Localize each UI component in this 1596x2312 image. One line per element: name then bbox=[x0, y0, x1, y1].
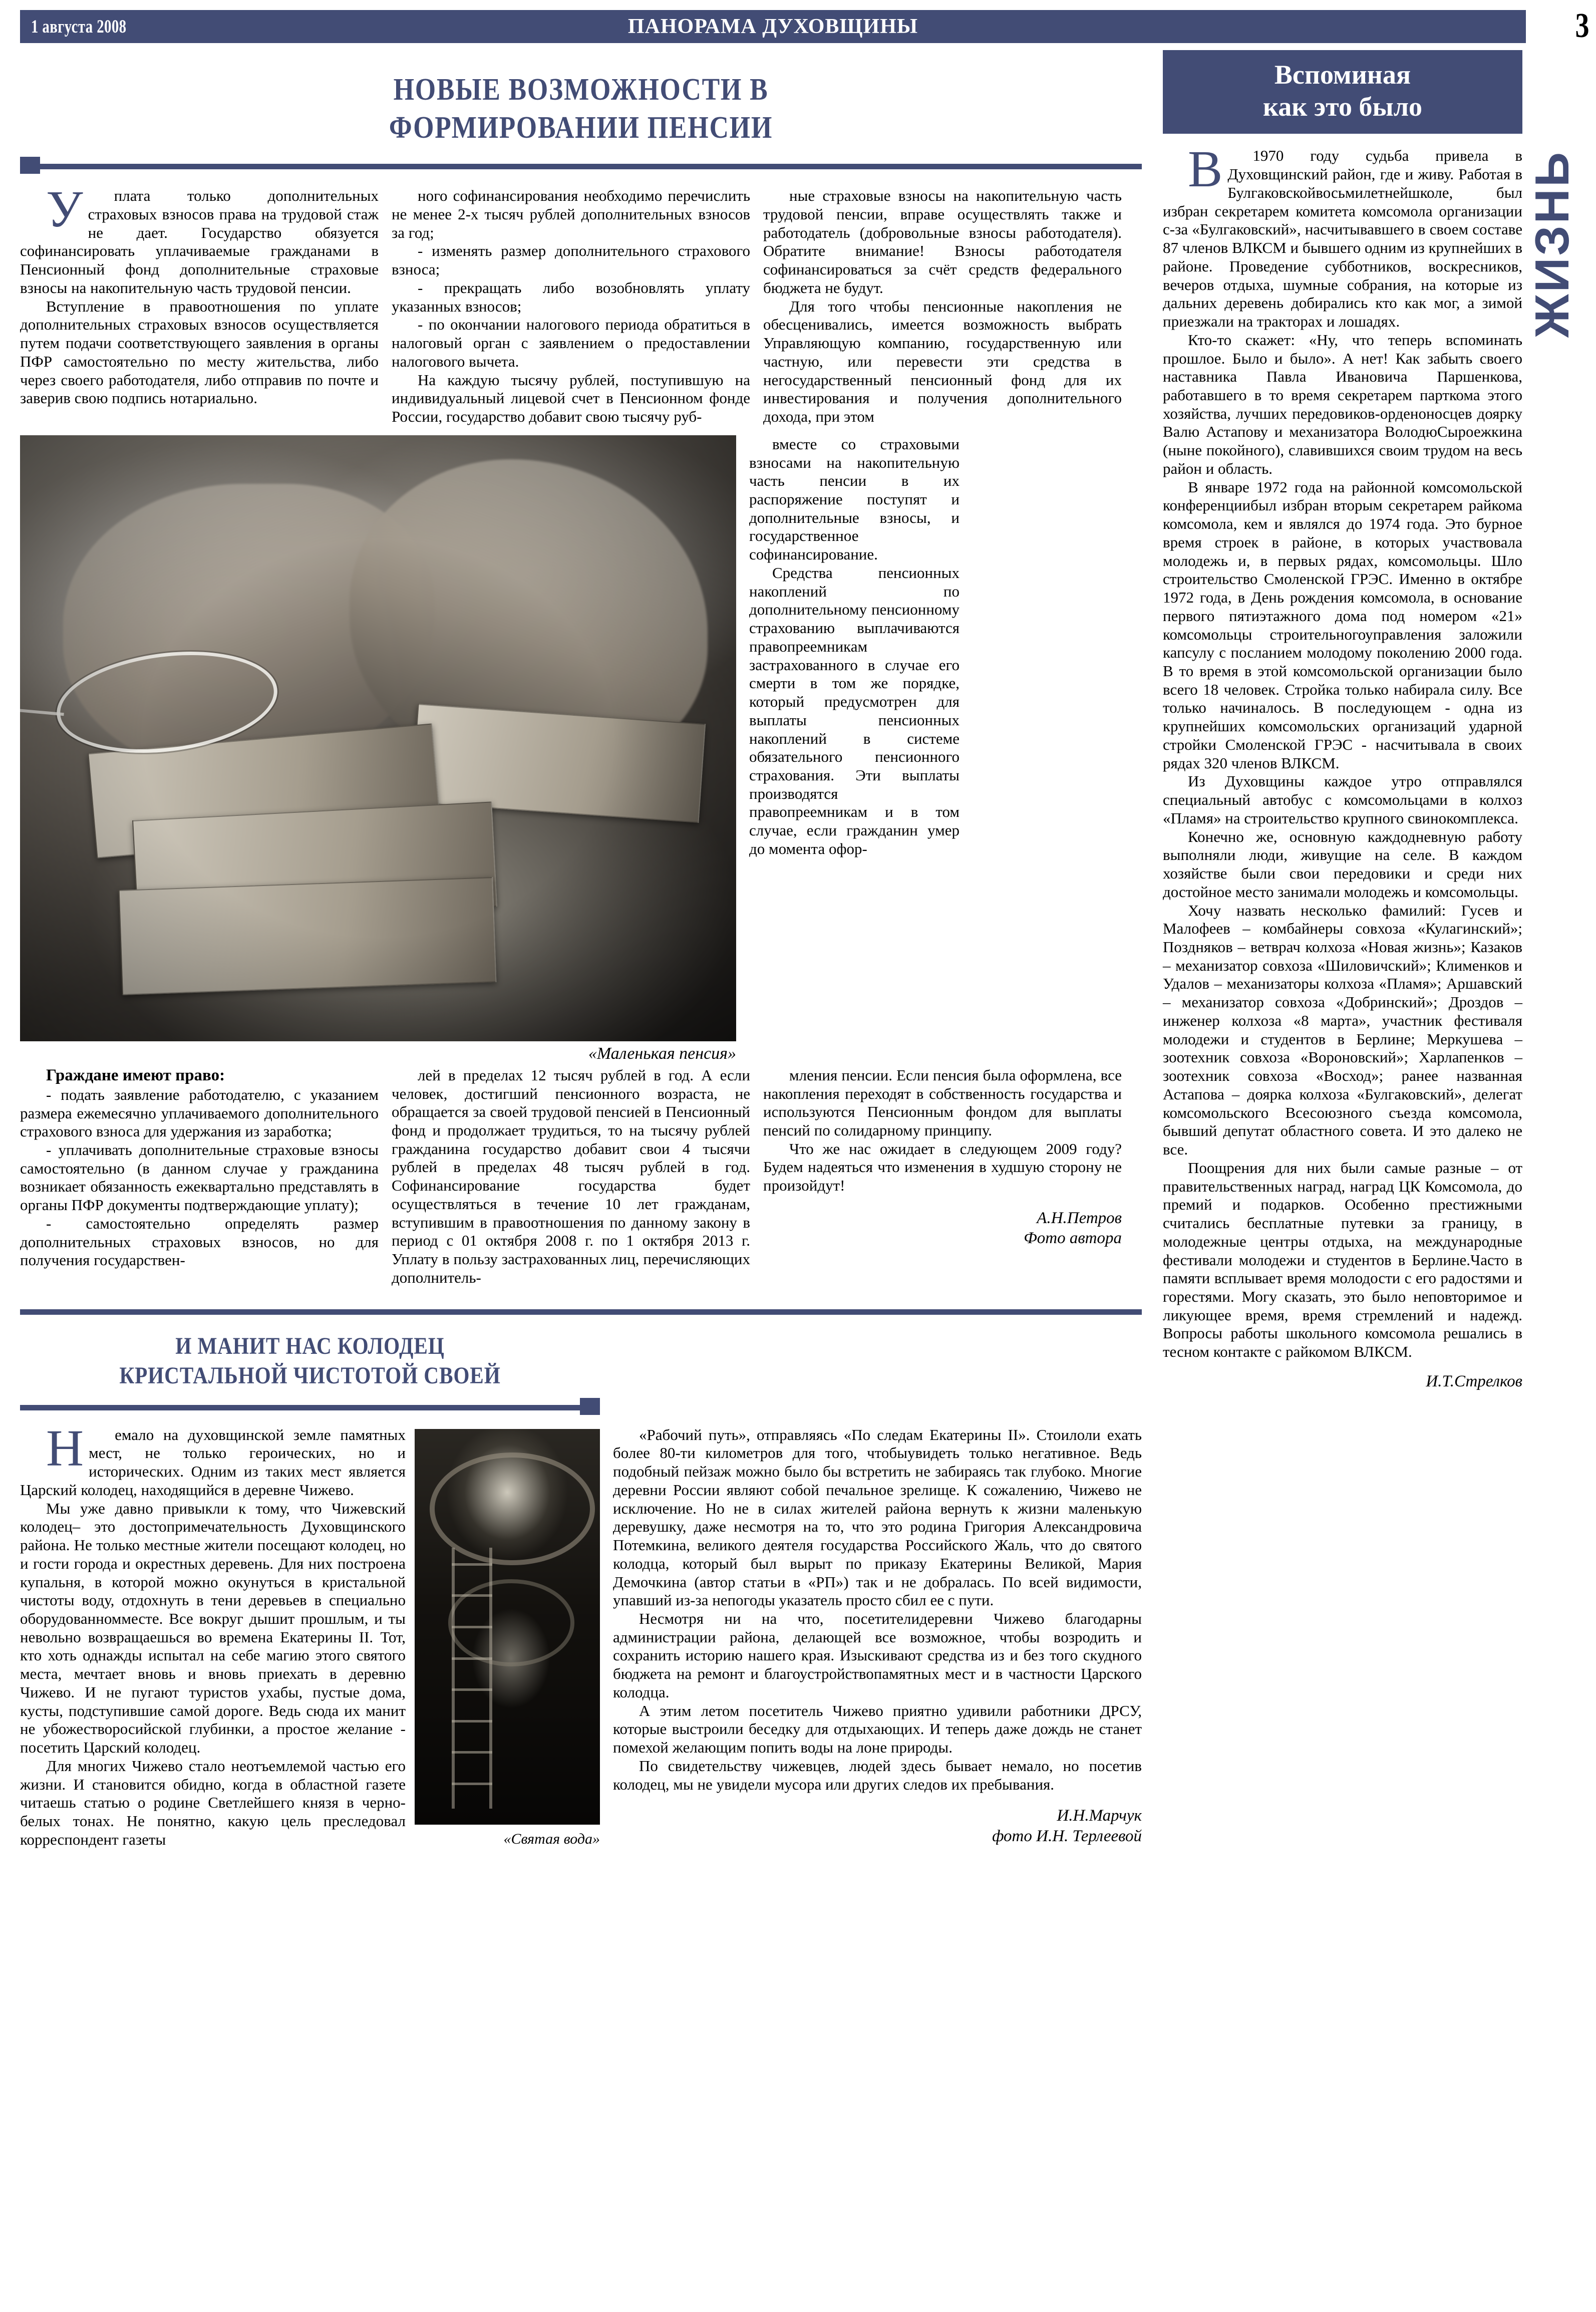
divider-bar bbox=[20, 1309, 1142, 1315]
pension-photo-caption: «Маленькая пенсия» bbox=[588, 1044, 736, 1063]
article2-col1 bbox=[20, 1419, 600, 1849]
dropcap-u: У bbox=[46, 180, 83, 238]
article1-bottom-col1-p3: - самостоятельно определять размер дополнительных страховых взносов, но для получения государствен- bbox=[20, 1214, 379, 1269]
main-content bbox=[20, 50, 1142, 1849]
article1-col2-p4: - по окончании налогового периода обратиться в налоговый орган с заявлением о предоставлении налогового вычета. bbox=[392, 316, 750, 370]
article1-bottom-col2-p1: лей в пределах 12 тысяч рублей в год. А если человек, достигший пенсионного возраста, не обращается за своей трудовой пенсией в Пенсионный фонд и продолжает трудиться, то на тысячу рублей гражданина государство добавит свои 4 тысячи рублей в пределах 48 тысяч рублей в год. Софинансирование государства будет осуществляться в течение 10 лет гражданам, вступившим в правоотношения по данному закону в период с 01 октября 2008 г. по 1 октября 2013 г. Уплату в пользу застрахованных лиц, перечисляющих дополнитель- bbox=[392, 1066, 750, 1286]
article2-head-row bbox=[20, 1331, 1142, 1415]
dropcap-n: Н bbox=[46, 1419, 84, 1477]
article1-bottom-col3 bbox=[763, 1066, 1122, 1287]
well-ladder bbox=[452, 1548, 492, 1809]
ladder-rail-right bbox=[489, 1548, 492, 1809]
sidebar-body bbox=[1163, 140, 1522, 1390]
masthead-date: 1 августа 2008 bbox=[31, 16, 127, 37]
article1-col1-p1 bbox=[20, 180, 379, 297]
page-number: 3 bbox=[1575, 7, 1589, 45]
citizens-rights-lead: Граждане имеют право: bbox=[46, 1066, 225, 1084]
vertical-section-label: ЖИЗНЬ bbox=[1525, 150, 1579, 338]
article1-headline-line1: НОВЫЕ ВОЗМОЖНОСТИ В bbox=[393, 73, 769, 107]
sidebar-p5: Конечно же, основную каждодневную работу выполняли люди, живущие на селе. В каждом хозяйстве были свои передовики и среди них достойное место занимали молодежь и комсомольцы. bbox=[1163, 827, 1522, 901]
article1-col2 bbox=[392, 187, 750, 426]
article2-rule bbox=[20, 1398, 600, 1415]
article2-col2-p1: «Рабочий путь», отправляясь «По следам Екатерины II». Стоилоли ехать более 80-ти километров для того, чтобыувидеть только негативное. Ведь подобный пейзаж можно было бы встретить не забираясь так глубоко. Многие деревни России являют собой печальное зрелище. К сожалению, Чижево не исключение. Но не в силах жителей района вернуть к жизни маленькую деревушку, даже несмотря на то, что это родина Григория Александровича Потемкина, великого деятеля государства Российского Жаль, что до святого колодца, который был вырыт по приказу Екатерины Великой, Мария Демочкина (автор статьи в «РП») так и не добралась. По всей видимости, упавший из-за непогоды указатель просто сбил ее с пути. bbox=[613, 1425, 1142, 1609]
article2-headline bbox=[61, 1331, 559, 1391]
headline-rule bbox=[20, 157, 1142, 174]
article1-col3 bbox=[763, 187, 1122, 426]
sidebar-p3: В январе 1972 года на районной комсомольской конференциибыл избран вторым секретарем райкома комсомола, кем и являлся до 1974 года. Это бурное время строек в районе, в которых участвовала молодежь и, в первых рядах, комсомольцы. Шло строительство Смоленской ГРЭС. Именно в октябре 1972 года, в День рождения комсомола, в основание первого пятиэтажного дома под номером «21» комсомольцы строительногоуправления заложили капсулу с посланием молодому поколению 2000 года. В то время в этой комсомольской организации было всего 18 человек. Стройка только набирала силу. Все только начиналось. В последующем - одна из крупнейших комсомольских организаций ударной стройки Смоленской ГРЭС - насчитывала в своих рядах 320 членов ВЛКСМ. bbox=[1163, 478, 1522, 772]
article1-author: А.Н.Петров bbox=[1037, 1209, 1122, 1227]
article1-bottom-columns bbox=[20, 1066, 1142, 1287]
article2-headline-line1: И МАНИТ НАС КОЛОДЕЦ bbox=[175, 1332, 445, 1359]
article2-signature bbox=[613, 1806, 1142, 1847]
ladder-rung bbox=[452, 1688, 492, 1691]
article1-col2-p3: - прекращать либо возобновлять уплату указанных взносов; bbox=[392, 278, 750, 315]
article1-photo-row bbox=[20, 435, 1142, 1063]
article1-bottom-col1 bbox=[20, 1066, 379, 1287]
sidebar-signature: И.Т.Стрелков bbox=[1426, 1372, 1522, 1390]
article1-col3-p2: Для того чтобы пенсионные накопления не обесценивались, имеется возможность выбрать Управляющую компанию, государственную или частную, или перевести эти средства в негосударственный пенсионный фонд для их инвестирования и получения дополнительного дохода, при этом bbox=[763, 297, 1122, 426]
sidebar-p1-text: 1970 году судьба привела в Духовщинский район, где и живу. Работая в Булгаковскойвосьмилетнейшколе, был избран секретарем комитета комсомола организации с-за «Булгаковский», насчитывавшего в своем составе 87 членов ВЛКСМ и бывшего одним из крупнейших в районе. Проведение субботников, воскресников, вечеров отдыха, шумные собрания, на которые из дальних деревень добирались кто как мог, а зимой приезжали на тракторах и лошадях. bbox=[1163, 147, 1522, 331]
article2-col2-p3: А этим летом посетитель Чижево приятно удивили работники ДРСУ, которые выстроили беседку для отдыхающих. И теперь даже дождь не станет помехой желающим попить воды на лоне природы. bbox=[613, 1701, 1142, 1757]
holy-well-photo bbox=[415, 1429, 600, 1825]
ladder-rung bbox=[452, 1594, 492, 1597]
article2-col2-p4: По свидетельству чижевцев, людей здесь бывает немало, но посетив колодец, мы не увидели мусора или других следов их пребывания. bbox=[613, 1757, 1142, 1793]
article2-col2 bbox=[613, 1426, 1142, 1849]
article2-col1-p2: Мы уже давно привыкли к тому, что Чижевский колодец– это достопримечательность Духовщинского района. Не только местные жители посещают колодец, но и гости города и окрестных деревень. Для них построена купальня, в которой можно окунуться в кристальной чистоты воду, отдохнуть в тени деревьев в специально оборудованномместе. Все вокруг дышит прошлым, и ты невольно возвращаешься во времена Екатерины II. Тот, кто хоть однажды испытал на себе магию этого святого места, мечтает вновь и вновь приехать в деревню Чижево. И не пугают туристов ухабы, пустые дома, кусты, подступившие самой дороге. Ведь сюда их манит не убожестворосийской глубинки, а простое желание - посетить Царский колодец. bbox=[20, 1499, 406, 1757]
ladder-rail-left bbox=[452, 1548, 455, 1809]
article1-bottom-col1-p2: - уплачивать дополнительные страховые взносы самостоятельно (в данном случае у гражданина возникает обязанность ежеквартально представлять в органы ПФР документы подтверждающие уплату); bbox=[20, 1141, 379, 1214]
ladder-rung bbox=[452, 1626, 492, 1628]
ladder-rung bbox=[452, 1783, 492, 1785]
article1-col1 bbox=[20, 180, 379, 426]
ladder-rung bbox=[452, 1751, 492, 1754]
article2-headline-line2: КРИСТАЛЬНОЙ ЧИСТОТОЙ СВОЕЙ bbox=[119, 1362, 501, 1389]
article1-side-p1: вместе со страховыми взносами на накопительную часть пенсии в их распоряжение поступят и дополнительные взносы, и государственное софинансирование. bbox=[749, 435, 960, 563]
article1-bottom-col1-p1: - подать заявление работодателю, с указанием размера ежемесячно уплачиваемого дополнительного страхового взноса для удержания из заработка; bbox=[20, 1085, 379, 1140]
article1-col2-p5: На каждую тысячу рублей, поступившую на индивидуальный лицевой счет в Пенсионном фонде России, государство добавит свою тысячу руб- bbox=[392, 371, 750, 426]
article1-photo-credit: Фото автора bbox=[1024, 1229, 1122, 1248]
article1-side-p2: Средства пенсионных накоплений по дополнительному пенсионному страхованию выплачиваются правопреемникам застрахованного в случае его смерти в том же порядке, который предусмотрен для выплаты пенсионных накоплений в системе обязательного пенсионного страхования. Эти выплаты производятся правопреемникам и в том случае, если гражданин умер до момента офор- bbox=[749, 563, 960, 857]
article1-bottom-col3-p2: Что же нас ожидает в следующем 2009 году? Будем надеяться что изменения в худшую сторону не произойдут! bbox=[763, 1139, 1122, 1195]
sidebar-p1 bbox=[1163, 140, 1522, 331]
article1-col1-p2: Вступление в правоотношения по уплате дополнительных страховых взносов осуществляется путем подачи соответствующего заявления в органы ПФР самостоятельно по месту жительства, либо через своего работодателя, либо отправив по почте и заверив свою подпись нотариально. bbox=[20, 297, 379, 407]
article1-signature bbox=[763, 1208, 1122, 1249]
article1-bottom-col3-p1: мления пенсии. Если пенсия была оформлена, все накопления переходят в собственность государства и используются Пенсионным фондом для выплаты пенсий по солидарному принципу. bbox=[763, 1066, 1122, 1139]
article-divider-rule bbox=[20, 1302, 1142, 1319]
sidebar-p6: Хочу назвать несколько фамилий: Гусев и Малофеев – комбайнеры совхоза «Кулагинский»; Поздняков – ветврач колхоза «Новая жизнь»; Казаков – механизатор совхоза «Шиловичский»; Клименков и Удалов – механизаторы колхоза «Пламя»; Аршавский – механизатор совхоза «Добринский»; Дроздов – инженер колхоза «8 марта», участник фестиваля молодежи и студентов в Берлине; Меркушева – зоотехник совхоза «Вороновский»; Харлапенков – зоотехник совхоза «Восход»; ранее названная Астапова – доярка колхоза «Булгаковский», делегат комсомольского Всесоюзного съезда комсомола, бывший депутат областного совета. И это далеко не все. bbox=[1163, 901, 1522, 1159]
article1-headline-line2: ФОРМИРОВАНИИ ПЕНСИИ bbox=[389, 110, 773, 145]
sidebar-heading-line2: как это было bbox=[1262, 91, 1422, 122]
article1-columns bbox=[20, 180, 1142, 426]
ladder-rung bbox=[452, 1657, 492, 1660]
article2-photo-credit: фото И.Н. Терлеевой bbox=[992, 1827, 1142, 1846]
sidebar-p4: Из Духовщины каждое утро отправлялся специальный автобус с комсомольцами в колхоз «Пламя» на строительство крупного свинокомплекса. bbox=[1163, 772, 1522, 827]
article1-col2-p2: - изменять размер дополнительного страхового взноса; bbox=[392, 242, 750, 278]
article2-author: И.Н.Марчук bbox=[1057, 1807, 1142, 1825]
sidebar-p2: Кто-то скажет: «Ну, что теперь вспоминать прошлое. Было и было». А нет! Как забыть своего наставника Павла Ивановича Паршенкова, работавшего в то время секретарем парткома этого хозяйства, лучших передовиков-орденоносцев доярку Валю Астапову и механизатора ВолодюСыроежкина (ныне покойного), славившихся своим трудом на весь район и область. bbox=[1163, 331, 1522, 477]
article2-col1-p3: Для многих Чижево стало неотъемлемой частью его жизни. И становится обидно, когда в областной газете читаешь статью о родине Светлейшего князя в черно-белых тонах. Не понятно, какую цель преследовал корреспондент газеты bbox=[20, 1757, 406, 1848]
photo-vignette bbox=[20, 435, 736, 1041]
article2-columns bbox=[20, 1419, 1142, 1849]
masthead-title: ПАНОРАМА ДУХОВЩИНЫ bbox=[627, 15, 918, 38]
article1-col2-p1: ного софинансирования необходимо перечислить не менее 2-х тысяч рублей дополнительных взносов за год; bbox=[392, 187, 750, 241]
article2-col1-p1-text: емало на духовщинской земле памятных мест, не только героических, но и исторических. Одним из таких мест является Царский колодец, находящийся в деревне Чижево. bbox=[20, 1425, 406, 1499]
sidebar-heading bbox=[1163, 50, 1522, 134]
ladder-rung bbox=[452, 1563, 492, 1566]
article1-headline bbox=[99, 71, 1063, 147]
article1-side-col bbox=[749, 435, 960, 1063]
article1-bottom-col2 bbox=[392, 1066, 750, 1287]
article2-rule-tab bbox=[580, 1398, 600, 1415]
sidebar-p7: Поощрения для них были самые разные – от правительственных наград, наград ЦК Комсомола, до премий и подарков. Особенно престижными считались бесплатные путевки за границу, в молодежные центры отдыха, на международные фестивали молодежи и студентов в Берлине.Часто в памяти всплывает время молодости с его радостями и горестями. Могу сказать, это было неповторимое и ликующее время, время стремлений и надежд. Вопросы работы школьного комсомола решались в тесном контакте с райкомом ВЛКСМ. bbox=[1163, 1159, 1522, 1361]
rule-bar bbox=[20, 164, 1142, 169]
article1-col1-p1-text: плата только дополнительных страховых взносов права на трудовой стаж не дает. Государство обязуется софинансировать уплачиваемые гражданами в Пенсионный фонд дополнительные страховые взносы на накопительную часть трудовой пенсии. bbox=[20, 187, 379, 297]
sidebar-memoir bbox=[1163, 50, 1522, 1391]
masthead bbox=[20, 10, 1526, 43]
ladder-rung bbox=[452, 1720, 492, 1722]
pension-photo bbox=[20, 435, 736, 1041]
article2-rule-bar bbox=[20, 1405, 600, 1410]
article2-col2-p2: Несмотря ни на что, посетителидеревни Чижево благодарны администрации района, делающей все возможное, чтобы возродить и сохранить историю нашего края. Изыскивают средства из и без того скудного бюджета на ремонт и благоустройствопамятных мест и в частности Царского колодца. bbox=[613, 1609, 1142, 1701]
article1-col3-p1: ные страховые взносы на накопительную часть трудовой пенсии, вправе осуществлять также и работодатель (добровольные взносы работодателя). Обратите внимание! Взносы работодателя софинансироваться за счёт средств федерального бюджета не будут. bbox=[763, 187, 1122, 297]
sidebar-heading-line1: Вспоминая bbox=[1274, 60, 1411, 90]
holy-well-caption: «Святая вода» bbox=[503, 1830, 600, 1847]
dropcap-v: В bbox=[1188, 140, 1223, 198]
